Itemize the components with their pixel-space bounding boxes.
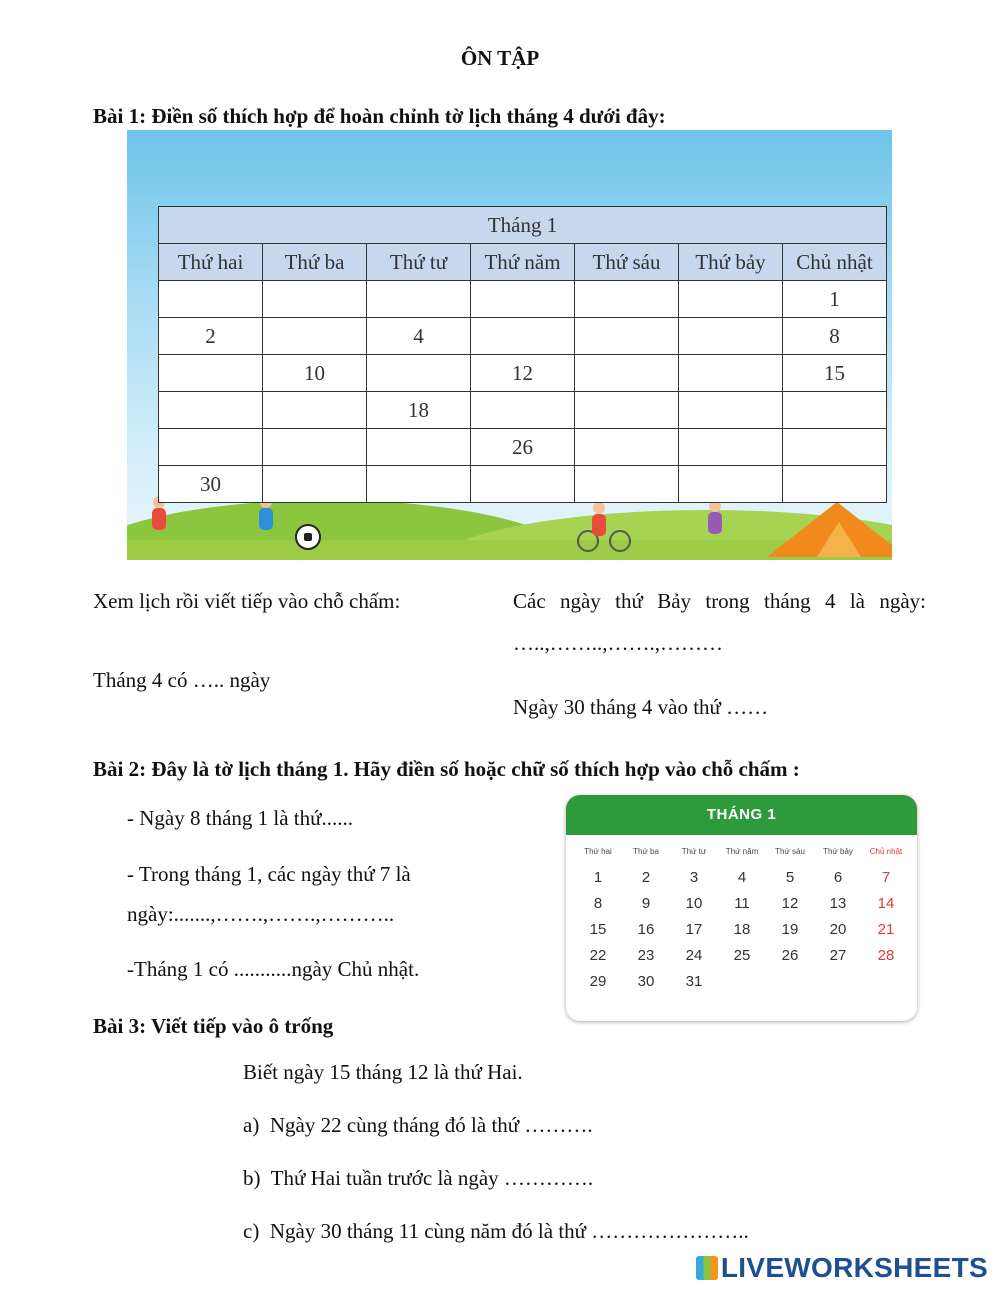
calendar-week-row xyxy=(574,865,910,891)
day-cell[interactable] xyxy=(263,318,367,355)
january-calendar-card xyxy=(566,795,917,1021)
day-cell[interactable] xyxy=(679,355,783,392)
days-in-april-question[interactable]: Tháng 4 có ….. ngày xyxy=(93,668,271,692)
day-cell: 1 xyxy=(783,281,887,318)
weekday-header: Thứ năm xyxy=(725,847,759,856)
soccer-ball-icon xyxy=(295,524,321,550)
calendar-month-title: Tháng 1 xyxy=(159,207,887,244)
saturdays-jan-answer-blank[interactable]: ngày:.......,…….,…….,……….. xyxy=(127,902,395,926)
weekday-header: Thứ tư xyxy=(367,244,471,281)
exercise-3-item-c[interactable] xyxy=(243,1219,749,1244)
day-cell xyxy=(814,969,862,995)
day-cell: 13 xyxy=(829,895,847,912)
item-label: a) xyxy=(243,1113,260,1137)
saturdays-jan-question: - Trong tháng 1, các ngày thứ 7 là xyxy=(127,862,411,886)
april-30-question[interactable]: Ngày 30 tháng 4 vào thứ …… xyxy=(513,695,769,719)
day-cell: 30 xyxy=(159,466,263,503)
day-cell: 26 xyxy=(471,429,575,466)
day-cell[interactable] xyxy=(783,392,887,429)
calendar-week-row xyxy=(159,392,887,429)
day-cell: 10 xyxy=(685,895,703,912)
day-cell: 4 xyxy=(737,869,747,886)
day-cell[interactable] xyxy=(575,466,679,503)
tent-door xyxy=(817,522,861,557)
liveworksheets-icon xyxy=(696,1256,718,1280)
day-cell: 25 xyxy=(733,947,751,964)
child-figure xyxy=(592,514,606,536)
item-label: b) xyxy=(243,1166,261,1190)
saturdays-answer-blank[interactable]: …..,……..,…….,……… xyxy=(513,631,723,655)
day-cell: 12 xyxy=(471,355,575,392)
day-cell: 17 xyxy=(685,921,703,938)
day-cell: 7 xyxy=(881,869,891,886)
day-cell: 18 xyxy=(733,921,751,938)
day-cell[interactable] xyxy=(783,466,887,503)
day-cell: 11 xyxy=(734,895,750,912)
day-cell[interactable] xyxy=(367,466,471,503)
calendar-week-row xyxy=(574,969,910,995)
weekday-header: Chủ nhật xyxy=(869,847,903,856)
day-cell: 27 xyxy=(829,947,847,964)
day-cell: 31 xyxy=(685,973,703,990)
day-cell[interactable] xyxy=(575,318,679,355)
day-cell[interactable] xyxy=(263,429,367,466)
day-cell[interactable] xyxy=(679,466,783,503)
day-cell: 12 xyxy=(781,895,799,912)
day-cell: 8 xyxy=(783,318,887,355)
day-cell: 28 xyxy=(877,947,895,964)
brand-text: LIVEWORKSHEETS xyxy=(720,1252,988,1283)
calendar-week-row xyxy=(574,943,910,969)
day-cell: 21 xyxy=(877,921,895,938)
exercise-3-item-a[interactable] xyxy=(243,1113,593,1138)
day-cell xyxy=(766,969,814,995)
jan-8-question[interactable]: - Ngày 8 tháng 1 là thứ...... xyxy=(127,806,354,830)
day-cell: 5 xyxy=(785,869,795,886)
saturdays-question: Các ngày thứ Bảy trong tháng 4 là ngày: xyxy=(513,589,926,613)
weekday-header: Thứ hai xyxy=(584,847,612,856)
calendar-week-row xyxy=(574,917,910,943)
day-cell[interactable] xyxy=(263,392,367,429)
day-cell: 20 xyxy=(829,921,847,938)
day-cell: 23 xyxy=(637,947,655,964)
day-cell: 24 xyxy=(685,947,703,964)
day-cell: 18 xyxy=(367,392,471,429)
day-cell: 2 xyxy=(159,318,263,355)
weekday-header: Thứ hai xyxy=(159,244,263,281)
liveworksheets-logo[interactable] xyxy=(696,1252,988,1284)
weekday-header: Thứ ba xyxy=(633,847,659,856)
day-cell: 15 xyxy=(589,921,607,938)
calendar-week-row xyxy=(159,355,887,392)
day-cell[interactable] xyxy=(263,281,367,318)
sundays-count-question[interactable]: -Tháng 1 có ...........ngày Chủ nhật. xyxy=(127,957,420,981)
day-cell xyxy=(862,969,910,995)
child-figure xyxy=(259,508,273,530)
day-cell: 9 xyxy=(641,895,651,912)
day-cell: 16 xyxy=(637,921,655,938)
exercise-1-instruction: Xem lịch rồi viết tiếp vào chỗ chấm: xyxy=(93,589,401,613)
day-cell: 22 xyxy=(589,947,607,964)
exercise-3-heading: Bài 3: Viết tiếp vào ô trống xyxy=(93,1014,334,1038)
calendar-month-title: THÁNG 1 xyxy=(566,795,917,835)
calendar-week-row xyxy=(159,318,887,355)
calendar-week-row xyxy=(159,429,887,466)
calendar-week-row xyxy=(159,466,887,503)
day-cell[interactable] xyxy=(367,355,471,392)
item-text: Ngày 22 cùng tháng đó là thứ ………. xyxy=(269,1113,593,1137)
weekday-header: Thứ năm xyxy=(471,244,575,281)
day-cell[interactable] xyxy=(679,392,783,429)
april-calendar-table xyxy=(158,206,887,503)
item-text: Ngày 30 tháng 11 cùng năm đó là thứ ………………….. xyxy=(269,1219,749,1243)
day-cell[interactable] xyxy=(575,429,679,466)
day-cell: 3 xyxy=(689,869,699,886)
weekday-header-row xyxy=(574,845,910,865)
day-cell[interactable] xyxy=(159,281,263,318)
day-cell: 6 xyxy=(833,869,843,886)
day-cell[interactable] xyxy=(471,466,575,503)
day-cell[interactable] xyxy=(783,429,887,466)
day-cell: 19 xyxy=(781,921,799,938)
weekday-header: Thứ sáu xyxy=(575,244,679,281)
day-cell: 29 xyxy=(589,973,607,990)
day-cell[interactable] xyxy=(575,392,679,429)
day-cell[interactable] xyxy=(159,429,263,466)
day-cell: 10 xyxy=(263,355,367,392)
day-cell[interactable] xyxy=(159,392,263,429)
day-cell[interactable] xyxy=(575,281,679,318)
day-cell[interactable] xyxy=(263,466,367,503)
weekday-header: Chủ nhật xyxy=(783,244,887,281)
child-figure xyxy=(152,508,166,530)
weekday-header: Thứ ba xyxy=(263,244,367,281)
day-cell: 26 xyxy=(781,947,799,964)
exercise-1-illustration xyxy=(127,130,892,560)
weekday-header: Thứ bảy xyxy=(823,847,853,856)
day-cell[interactable] xyxy=(679,281,783,318)
day-cell[interactable] xyxy=(367,429,471,466)
day-cell[interactable] xyxy=(471,281,575,318)
day-cell: 15 xyxy=(783,355,887,392)
calendar-week-row xyxy=(159,281,887,318)
weekday-header: Thứ bảy xyxy=(679,244,783,281)
day-cell[interactable] xyxy=(679,429,783,466)
calendar-week-row xyxy=(574,891,910,917)
day-cell[interactable] xyxy=(367,281,471,318)
day-cell: 30 xyxy=(637,973,655,990)
day-cell[interactable] xyxy=(471,318,575,355)
page-title: ÔN TẬP xyxy=(460,46,540,70)
item-text: Thứ Hai tuần trước là ngày …………. xyxy=(270,1166,594,1190)
day-cell[interactable] xyxy=(575,355,679,392)
day-cell: 4 xyxy=(367,318,471,355)
day-cell[interactable] xyxy=(679,318,783,355)
exercise-2-heading: Bài 2: Đây là tờ lịch tháng 1. Hãy điền số hoặc chữ số thích hợp vào chỗ chấm : xyxy=(93,757,800,781)
day-cell: 8 xyxy=(593,895,603,912)
day-cell[interactable] xyxy=(471,392,575,429)
day-cell: 14 xyxy=(877,895,895,912)
day-cell: 2 xyxy=(641,869,651,886)
item-label: c) xyxy=(243,1219,260,1243)
exercise-3-item-b[interactable] xyxy=(243,1166,593,1191)
day-cell: 1 xyxy=(593,869,603,886)
day-cell xyxy=(718,969,766,995)
weekday-header: Thứ sáu xyxy=(775,847,805,856)
exercise-3-intro: Biết ngày 15 tháng 12 là thứ Hai. xyxy=(243,1060,523,1084)
exercise-1-heading: Bài 1: Điền số thích hợp để hoàn chỉnh tờ lịch tháng 4 dưới đây: xyxy=(93,104,666,128)
day-cell[interactable] xyxy=(159,355,263,392)
child-figure xyxy=(708,512,722,534)
weekday-header: Thứ tư xyxy=(681,847,707,856)
child-figure xyxy=(593,502,605,514)
